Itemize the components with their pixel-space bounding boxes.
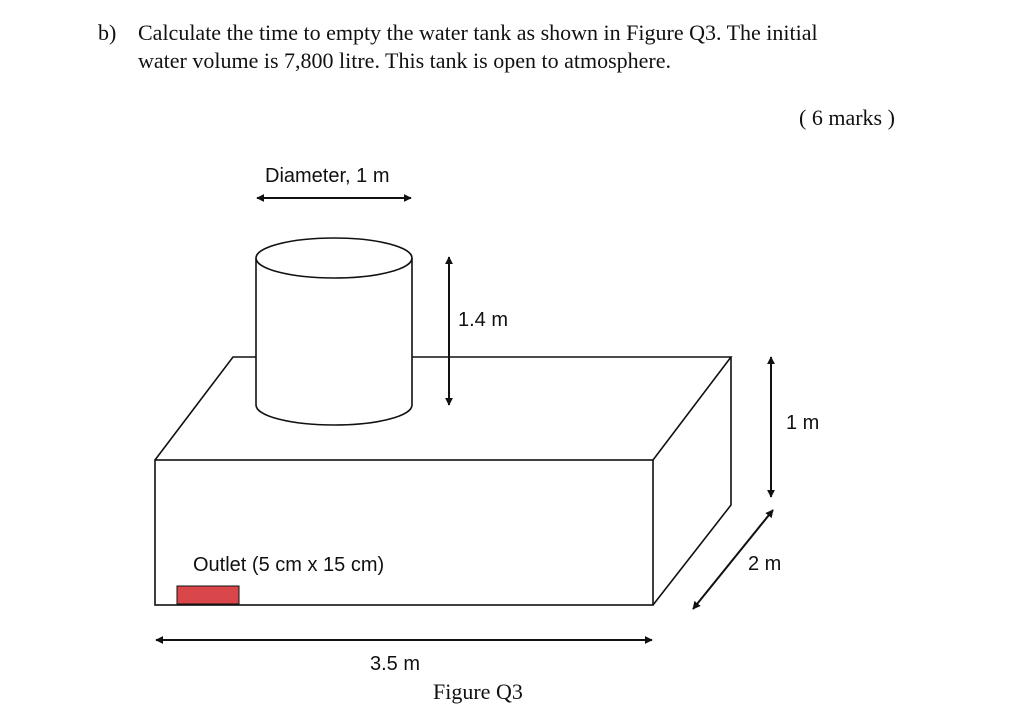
question-line-2: water volume is 7,800 litre. This tank is open to atmosphere. (138, 48, 671, 73)
figure-caption: Figure Q3 (433, 679, 523, 704)
question-label: b) (98, 20, 117, 45)
box-height-label: 1 m (786, 412, 820, 434)
question-line-1: Calculate the time to empty the water tank as shown in Figure Q3. The initial (138, 20, 818, 45)
cylinder-top (256, 238, 412, 278)
depth-label: 2 m (748, 553, 782, 575)
box-front-face (155, 460, 653, 605)
cylinder-height-label: 1.4 m (458, 309, 509, 331)
length-label: 3.5 m (370, 653, 421, 675)
cylinder-body (256, 258, 412, 425)
cylinder (256, 238, 412, 425)
outlet-rectangle (177, 586, 239, 604)
outlet-label: Outlet (5 cm x 15 cm) (193, 554, 385, 576)
box-side-face (653, 357, 731, 605)
diameter-label: Diameter, 1 m (265, 165, 390, 187)
box-top-face (155, 357, 731, 460)
marks-label: ( 6 marks ) (799, 105, 895, 130)
